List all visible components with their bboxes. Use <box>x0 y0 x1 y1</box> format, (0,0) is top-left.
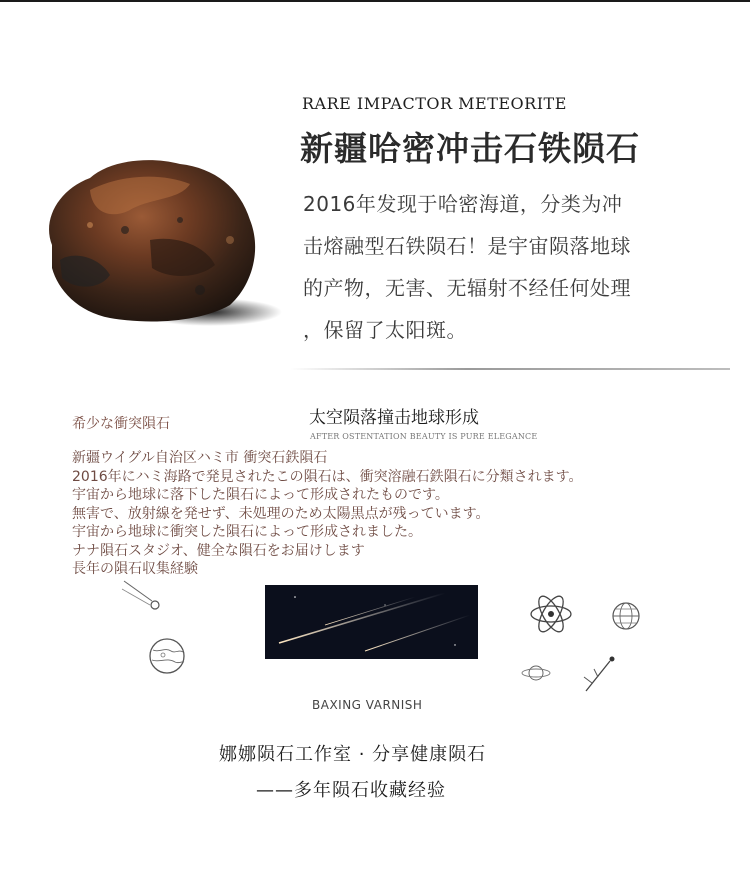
hero-title: 新疆哈密冲击石铁陨石 <box>300 129 640 168</box>
hero-eyebrow: RARE IMPACTOR METEORITE <box>302 94 567 113</box>
section-divider <box>290 368 730 370</box>
jp-line: ナナ隕石スタジオ、健全な隕石をお届けします <box>72 542 365 559</box>
jp-line: 宇宙から地球に落下した隕石によって形成されたものです。 <box>72 487 449 503</box>
space-title: 太空陨落撞击地球形成 <box>309 408 479 428</box>
studio-tagline: 娜娜陨石工作室 · 分享健康陨石 <box>219 744 487 765</box>
hero-description <box>303 183 708 351</box>
planet-icon <box>145 635 190 677</box>
jp-line: 無害で、放射線を発せず、未処理のため太陽黒点が残っています。 <box>72 505 490 522</box>
caption-text: BAXING VARNISH <box>312 698 423 712</box>
jp-description <box>72 449 732 579</box>
meteor-shower-image <box>265 585 478 659</box>
atom-icon <box>527 590 575 638</box>
jp-line: 2016年にハミ海路で発見されたこの隕石は、衝突溶融石鉄隕石に分類されます。 <box>72 468 583 485</box>
jp-heading: 希少な衝突隕石 <box>72 416 170 432</box>
experience-tagline: ——多年陨石收藏经验 <box>256 780 446 801</box>
meteorite-image <box>30 150 285 330</box>
top-border <box>0 0 750 2</box>
hero-description-line: 2016年发现于哈密海道，分类为冲 <box>303 192 623 216</box>
comet-icon <box>120 575 165 615</box>
jp-line: 新疆ウイグル自治区ハミ市 衝突石鉄隕石 <box>72 450 328 466</box>
hero-description-line: 的产物，无害、无辐射不经任何处理 <box>303 276 631 300</box>
ringed-planet-icon <box>520 662 552 684</box>
jp-line: 宇宙から地球に衝突した隕石によって形成されました。 <box>72 524 422 540</box>
satellite-icon <box>580 655 618 697</box>
hero-description-line: 击熔融型石铁陨石！是宇宙陨落地球 <box>303 234 631 258</box>
hero-description-line: ，保留了太阳斑。 <box>303 318 467 342</box>
jp-line: 長年の隕石収集経験 <box>72 561 198 577</box>
globe-icon <box>610 600 642 632</box>
space-subtitle: AFTER OSTENTATION BEAUTY IS PURE ELEGANCE <box>310 432 538 441</box>
